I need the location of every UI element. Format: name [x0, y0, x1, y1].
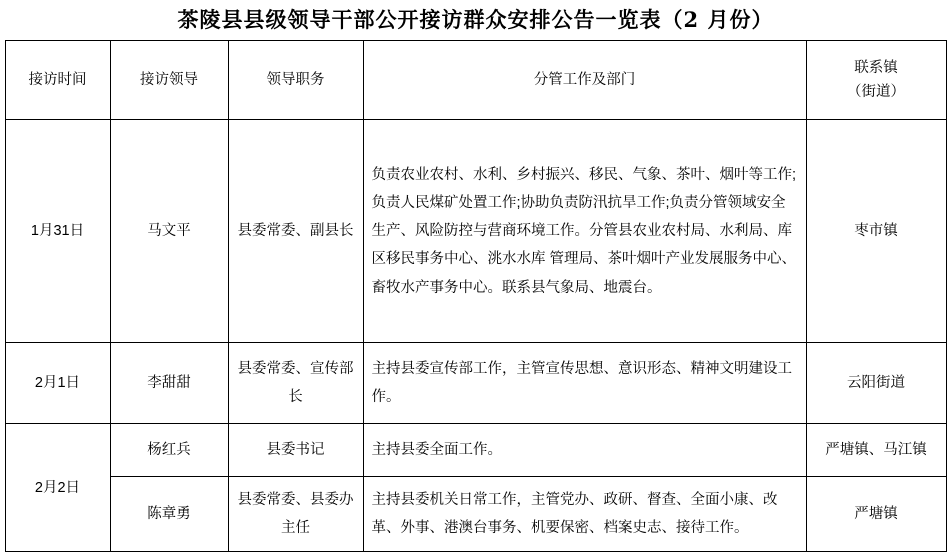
cell-leader: 杨红兵 — [110, 424, 228, 477]
table-row — [5, 343, 946, 424]
cell-leader: 陈章勇 — [110, 477, 228, 552]
page-title: 茶陵县县级领导干部公开接访群众安排公告一览表（2 月份） — [177, 7, 774, 32]
column-header-town-line1: 联系镇 — [854, 59, 898, 76]
column-header-town-line2: （街道） — [847, 84, 905, 101]
schedule-table — [5, 40, 947, 552]
cell-duty: 主持县委全面工作。 — [363, 424, 806, 477]
column-header-time: 接访时间 — [5, 41, 110, 120]
cell-leader: 马文平 — [110, 120, 228, 343]
column-header-town — [806, 41, 946, 120]
cell-time: 1月31日 — [5, 120, 110, 343]
table-row — [5, 424, 946, 477]
cell-town: 云阳街道 — [806, 343, 946, 424]
cell-time: 2月2日 — [5, 424, 110, 552]
cell-time: 2月1日 — [5, 343, 110, 424]
cell-post: 县委常委、县委办主任 — [228, 477, 363, 552]
cell-town: 严塘镇 — [806, 477, 946, 552]
cell-post: 县委书记 — [228, 424, 363, 477]
table-body — [5, 120, 946, 552]
cell-town: 枣市镇 — [806, 120, 946, 343]
column-header-duty: 分管工作及部门 — [363, 41, 806, 120]
table-header-row — [5, 41, 946, 120]
table-row — [5, 120, 946, 343]
column-header-post: 领导职务 — [228, 41, 363, 120]
table-row — [5, 477, 946, 552]
cell-leader: 李甜甜 — [110, 343, 228, 424]
table-header — [5, 41, 946, 120]
cell-town: 严塘镇、马江镇 — [806, 424, 946, 477]
column-header-leader: 接访领导 — [110, 41, 228, 120]
cell-duty: 主持县委宣传部工作，主管宣传思想、意识形态、精神文明建设工作。 — [363, 343, 806, 424]
cell-duty: 负责农业农村、水利、乡村振兴、移民、气象、茶叶、烟叶等工作;负责人民煤矿处置工作;协助负责防汛抗旱工作;负责分管领域安全生产、风险防控与营商环境工作。分管县农业农村局、水利局、库区移民事务中心、洮水水库 管理局、茶叶烟叶产业发展服务中心、畜牧水产事务中心。联系县气象局、地震台。 — [363, 120, 806, 343]
cell-duty: 主持县委机关日常工作，主管党办、政研、督查、全面小康、改革、外事、港澳台事务、机要保密、档案史志、接待工作。 — [363, 477, 806, 552]
cell-post: 县委常委、宣传部长 — [228, 343, 363, 424]
cell-post: 县委常委、副县长 — [228, 120, 363, 343]
